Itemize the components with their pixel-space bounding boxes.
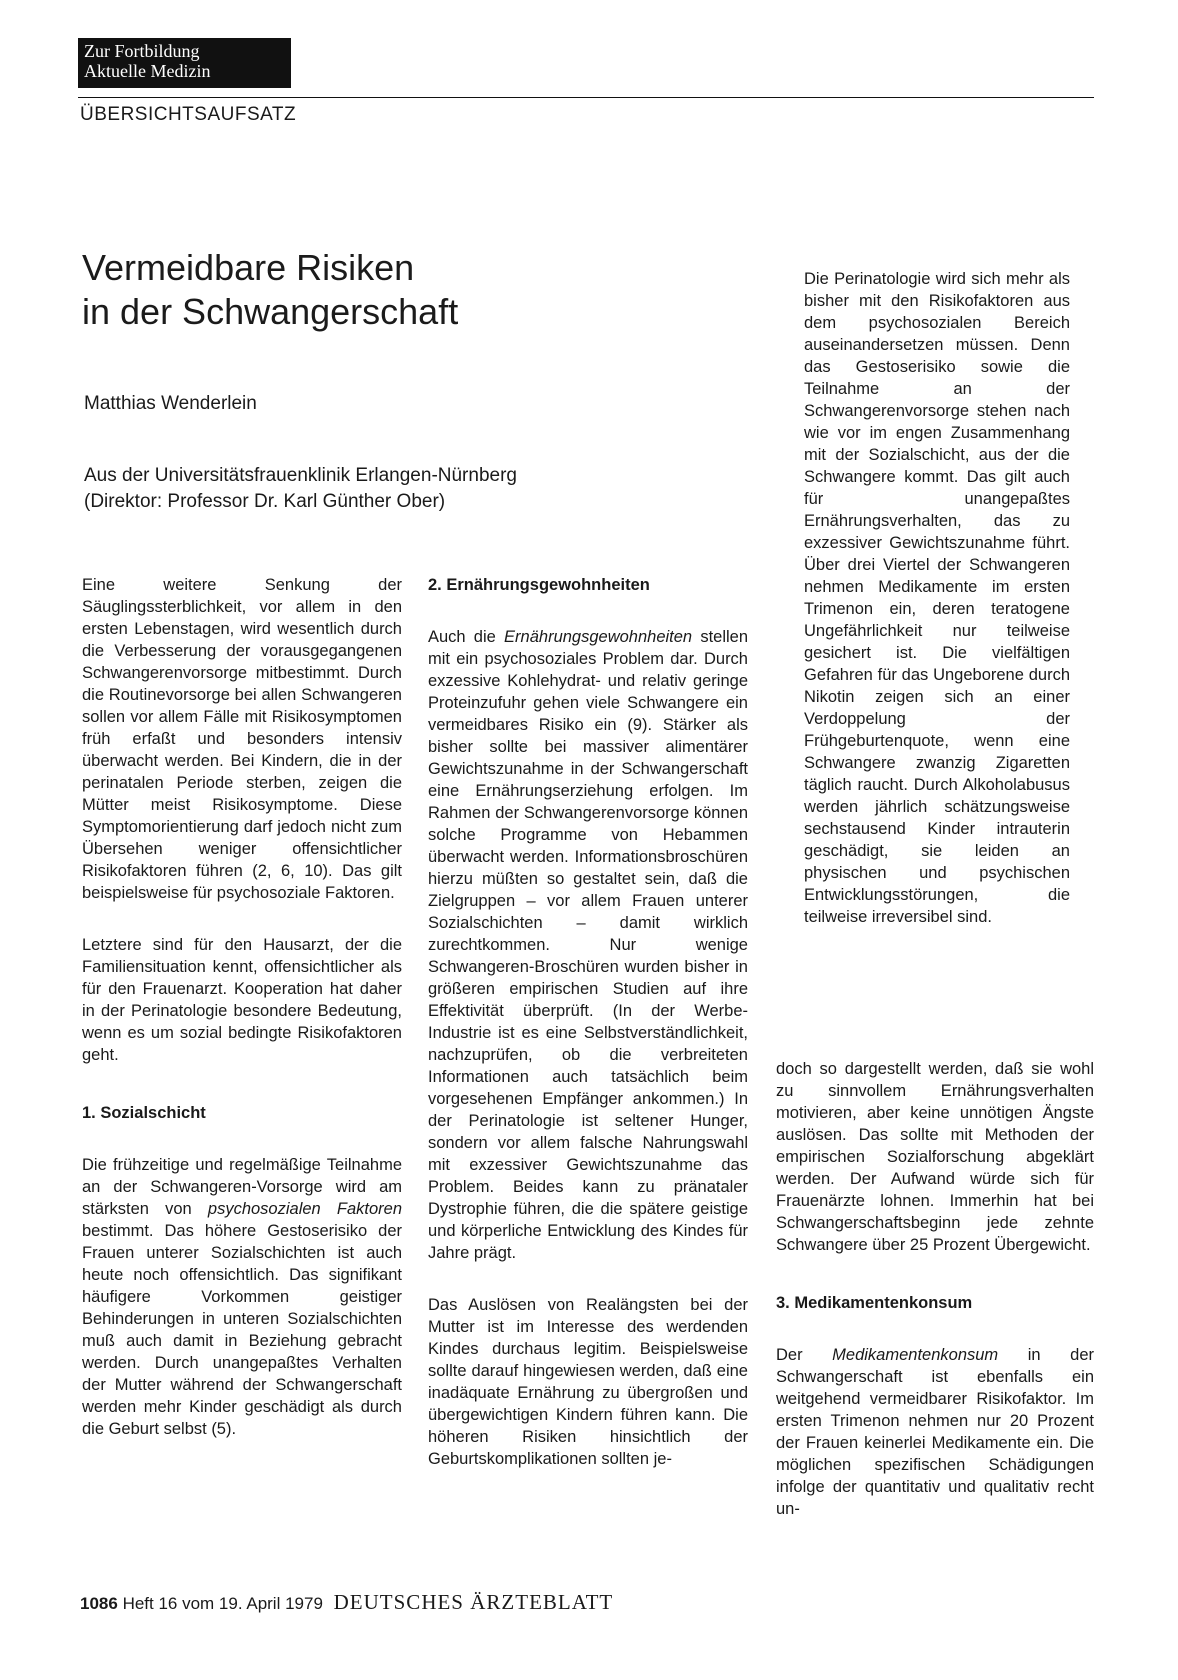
affiliation <box>84 463 517 515</box>
journal-rubric-box <box>78 38 291 88</box>
paragraph: Das Auslösen von Realängsten bei der Mutter ist im Interesse des werdenden Kindes durchaus legitim. Beispielsweise sollte darauf hingewiesen werden, daß eine inadäquate Ernährung zu übergroßen und übergewichtigen Kindern führen kann. Die höheren Risiken hinsichtlich der Geburtskomplikationen sollten je- <box>428 1296 748 1468</box>
paragraph: Eine weitere Senkung der Säuglingssterblichkeit, vor allem in den ersten Lebenstagen, wird wesentlich durch die Verbesserung der vorausgegangenen Schwangerenvorsorge mitbestimmt. Durch die Routinevorsorge bei allen Schwangeren sollen vor allem Fälle mit Risikosymptomen früh erfaßt und besonders intensiv überwacht werden. Bei Kindern, die in der perinatalen Periode sterben, zeigen die Mütter meist Risikosymptome. Diese Symptomorientierung darf jedoch nicht zum Übersehen weniger offensichtlicher Risikofaktoren führen (2, 6, 10). Das gilt beispielsweise für psychosoziale Faktoren. <box>82 576 402 902</box>
paragraph: Auch die Ernährungsgewohnheiten stellen mit ein psychosoziales Problem dar. Durch exzessive Kohlehydrat- und relativ geringe Proteinzufuhr gehen viele Schwangere ein vermeidbares Risiko ein (9). Stärker als bisher sollte bei massiver alimentärer Gewichtszunahme in der Schwangerschaft eine Ernährungserziehung erfolgen. Im Rahmen der Schwangerenvorsorge können solche Programme von Hebammen überwacht werden. Informationsbroschüren hierzu müßten so gestaltet sein, daß die Zielgruppen – vor allem Frauen unterer Sozialschichten – damit wirklich zurechtkommen. Nur wenige Schwangeren-Broschüren wurden bisher in größeren empirischen Studien auf ihre Effektivität überprüft. (In der Werbe-Industrie ist es eine Selbstverständlichkeit, nachzuprüfen, ob die verbreiteten Informationen auch tatsächlich beim vorgesehenen Empfänger ankommen.) In der Perinatologie ist seltener Hunger, sondern vor allem falsche Nahrungswahl mit exzessiver Gewichtszunahme das Problem. Beides kann zu pränataler Dystrophie führen, die die spätere geistige und körperliche Entwicklung des Kindes für Jahre prägt. <box>428 628 749 1262</box>
author-name: Matthias Wenderlein <box>84 393 257 414</box>
column-3-top <box>804 268 1070 928</box>
paragraph: Der Medikamentenkonsum in der Schwangerschaft ist ebenfalls ein weitgehend vermeidbarer Risikofaktor. Im ersten Trimenon nehmen nur 20 Prozent der Frauen keinerlei Medikamente ein. Die möglichen spezifischen Schädigungen infolge der quantitativ und qualitativ recht un- <box>776 1346 1095 1518</box>
affiliation-line-2: (Direktor: Professor Dr. Karl Günther Ober) <box>84 491 446 512</box>
paragraph: Die frühzeitige und regelmäßige Teilnahme an der Schwangeren-Vorsorge wird am stärksten von psychosozialen Faktoren bestimmt. Das höhere Gestoserisiko der Frauen unterer Sozialschichten ist auch heute noch offensichtlich. Das signifikant häufigere Vorkommen geistiger Behinderungen in unteren Sozialschichten muß auch damit in Beziehung gebracht werden. Durch unangepaßtes Verhalten der Mutter während der Schwangerschaft werden mehr Kinder geschädigt als durch die Geburt selbst (5). <box>82 1156 403 1438</box>
paragraph: Letztere sind für den Hausarzt, der die Familiensituation kennt, offensichtlicher als für den Frauenarzt. Kooperation hat daher in der Perinatologie besondere Bedeutung, wenn es um sozial bedingte Risikofaktoren geht. <box>82 936 402 1064</box>
column-3-bottom <box>776 1058 1094 1520</box>
page-footer <box>80 1590 613 1615</box>
section-label: ÜBERSICHTSAUFSATZ <box>80 104 297 125</box>
column-2 <box>428 574 748 1470</box>
section-heading: 2. Ernährungsgewohnheiten <box>428 576 650 594</box>
rubric-line-2: Aktuelle Medizin <box>84 61 211 81</box>
title-line-1: Vermeidbare Risiken <box>82 247 415 288</box>
article-title <box>82 246 458 334</box>
rubric-line-1: Zur Fortbildung <box>84 41 200 61</box>
section-heading: 1. Sozialschicht <box>82 1104 206 1122</box>
paragraph: Die Perinatologie wird sich mehr als bisher mit den Risikofaktoren aus dem psychosozialen Bereich auseinandersetzen müssen. Denn das Gestoserisiko sowie die Teilnahme an der Schwangerenvorsorge stehen nach wie vor im engen Zusammenhang mit der Sozialschicht, aus der die Schwangere kommt. Das gilt auch für unangepaßtes Ernährungsverhalten, das zu exzessiver Gewichtszunahme führt. Über drei Viertel der Schwangeren nehmen Medikamente im ersten Trimenon ein, deren teratogene Ungefährlichkeit nur teilweise gesichert ist. Die vielfältigen Gefahren für das Ungeborene durch Nikotin zeigen sich an einer Verdoppelung der Frühgeburtenquote, wenn eine Schwangere zwanzig Zigaretten täglich raucht. Durch Alkoholabusus werden jährlich schätzungsweise sechstausend Kinder intrauterin geschädigt, sie leiden an physischen und psychischen Entwicklungsstörungen, die teilweise irreversibel sind. <box>804 270 1070 926</box>
affiliation-line-1: Aus der Universitätsfrauenklinik Erlangen-Nürnberg <box>84 465 517 486</box>
header-rule <box>78 97 1094 98</box>
journal-name: DEUTSCHES ÄRZTEBLATT <box>333 1590 614 1614</box>
title-line-2: in der Schwangerschaft <box>82 291 459 332</box>
column-1 <box>82 574 402 1440</box>
paragraph: doch so dargestellt werden, daß sie wohl zu sinnvollem Ernährungsverhalten motivieren, aber keine unnötigen Ängste auslösen. Das sollte mit Methoden der empirischen Sozialforschung abgeklärt werden. Der Aufwand würde sich für Frauenärzte lohnen. Immerhin hat bei Schwangerschaftsbeginn jede zehnte Schwangere über 25 Prozent Übergewicht. <box>776 1060 1094 1254</box>
page-number: 1086 <box>80 1594 118 1613</box>
section-heading: 3. Medikamentenkonsum <box>776 1294 973 1312</box>
issue-info: Heft 16 vom 19. April 1979 <box>122 1594 323 1613</box>
